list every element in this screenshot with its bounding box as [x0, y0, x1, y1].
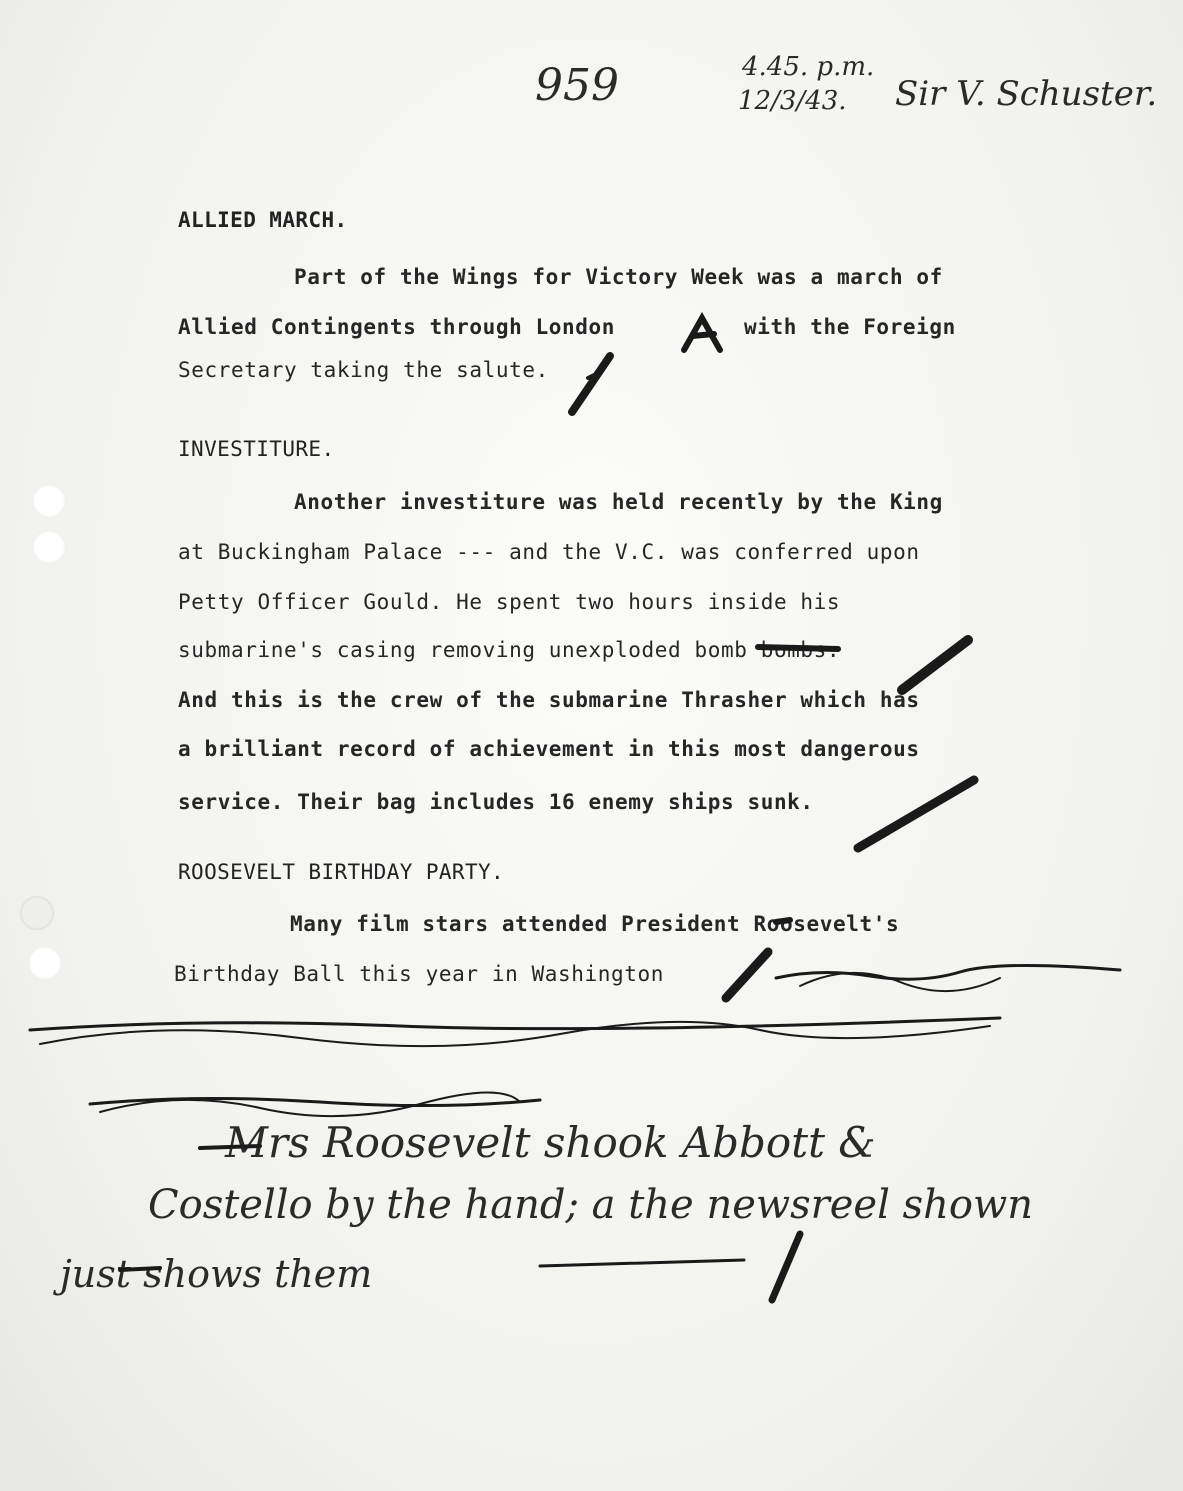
body-line: Birthday Ball this year in Washington — [174, 962, 664, 986]
marker-slash — [902, 640, 968, 690]
body-line: Secretary taking the salute. — [178, 358, 549, 382]
body-line: Allied Contingents through London — [178, 315, 616, 339]
body-line: service. Their bag includes 16 enemy ships sunk. — [178, 790, 814, 814]
body-line: with the Foreign — [744, 315, 956, 339]
marker-slash — [858, 780, 974, 848]
body-line: a brilliant record of achievement in this most dangerous — [178, 737, 920, 761]
section-heading: ALLIED MARCH. — [178, 208, 348, 232]
handwritten-line: just shows them — [60, 1252, 373, 1296]
marker-slash — [572, 356, 610, 412]
initials-annotation: Sir V. Schuster. — [895, 74, 1158, 114]
body-line: Petty Officer Gould. He spent two hours inside his — [178, 590, 841, 614]
date-annotation: 12/3/43. — [738, 86, 847, 116]
body-line: And this is the crew of the submarine Thrasher which has — [178, 688, 920, 712]
section-heading: ROOSEVELT BIRTHDAY PARTY. — [178, 860, 505, 884]
time-annotation: 4.45. p.m. — [742, 52, 875, 82]
strikethrough — [776, 965, 1120, 979]
marker-slash — [772, 1234, 800, 1300]
handwritten-line: Mrs Roosevelt shook Abbott & — [225, 1118, 876, 1167]
insertion-caret — [684, 318, 720, 350]
section-heading: INVESTITURE. — [178, 437, 335, 461]
body-line: Part of the Wings for Victory Week was a march of — [294, 265, 943, 289]
page-number-annotation: 959 — [535, 60, 619, 111]
body-line: at Buckingham Palace --- and the V.C. was conferred upon — [178, 540, 920, 564]
strikethrough — [30, 1018, 1000, 1030]
body-line: submarine's casing removing unexploded bomb bombs. — [178, 638, 841, 662]
strikethrough — [540, 1260, 744, 1266]
body-line: Many film stars attended President Roosevelt's — [290, 912, 900, 936]
body-line: Another investiture was held recently by the King — [294, 490, 943, 514]
marker-slash — [726, 952, 768, 998]
handwritten-line: Costello by the hand; a the newsreel shown — [148, 1182, 1033, 1228]
